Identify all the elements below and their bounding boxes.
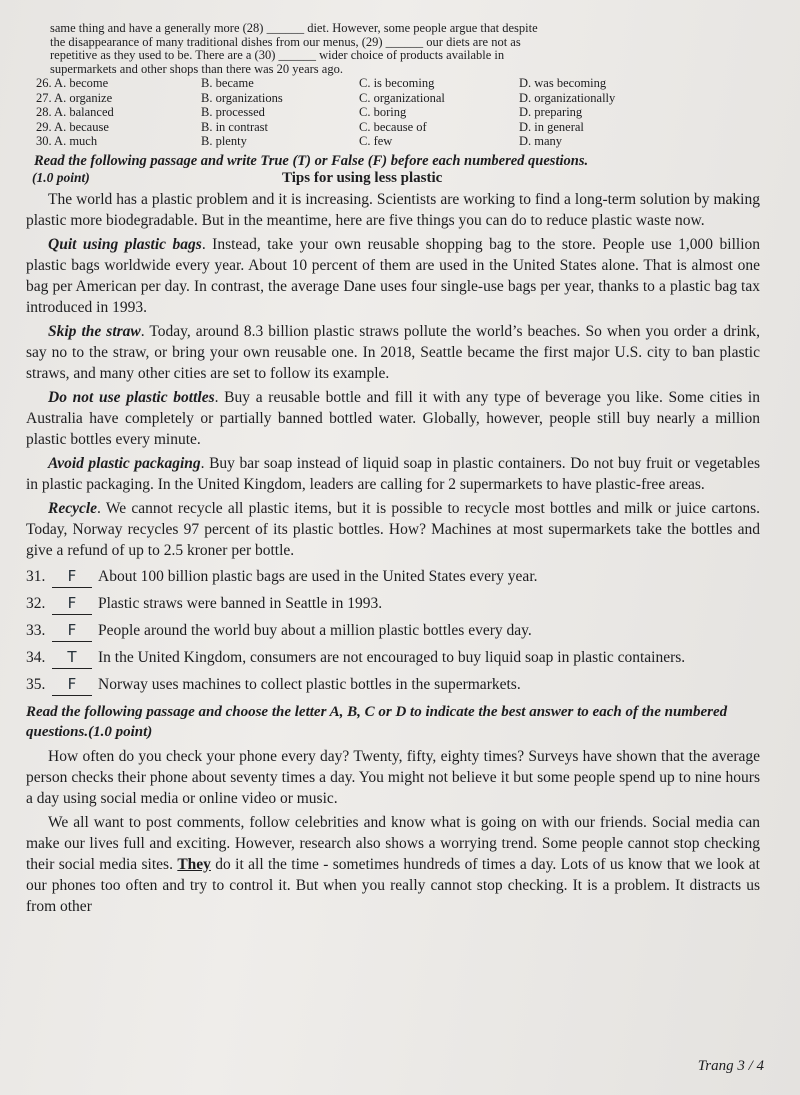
option: D. in general — [519, 119, 584, 134]
tip-text: . Buy a reusable bottle and fill it with any type of beverage you like. Some cities in Australia have completely or partially banned bottled water. Globally, however, people still buy nearly a million plastic bottles every minute. — [26, 388, 760, 448]
question-number: 32. — [26, 594, 46, 612]
passage-intro: The world has a plastic problem and it is increasing. Scientists are working to find a long-term solution by making plastic more biodegradable. But in the meantime, here are five things you can do to reduce plastic waste now. — [26, 190, 760, 229]
passage2-paragraph: How often do you check your phone every day? Twenty, fifty, eighty times? Surveys have shown that the average person checks their phone about seventy times a day. You might not believe it but some people spend up to nine hours a day using social media or online video or music. — [26, 747, 760, 807]
text-line: supermarkets and other shops than there was 20 years ago. — [50, 61, 343, 76]
option: D. organizationally — [519, 90, 616, 105]
tip-text: . Buy bar soap instead of liquid soap in plastic containers. Do not buy fruit or vegetables in plastic packaging. In the United Kingdom, leaders are calling for 2 supermarkets to have plastic-free areas. — [26, 454, 760, 493]
question-text: Norway uses machines to collect plastic bottles in the supermarkets. — [98, 675, 521, 693]
option: B. organizations — [201, 90, 283, 105]
question-number: 35. — [26, 675, 46, 693]
tip-text: . Today, around 8.3 billion plastic straws pollute the world’s beaches. So when you order a drink, say no to the straw, or bring your own reusable one. In 2018, Seattle became the first major U.S. city to ban plastic straws, and many other cities are set to follow its example. — [26, 322, 760, 382]
passage2-paragraph — [26, 812, 760, 917]
option: D. many — [519, 134, 563, 148]
option: B. in contrast — [201, 119, 269, 134]
multiple-choice-instruction: Read the following passage and choose the letter A, B, C or D to indicate the best answer to each of the numbered questions.(1.0 point) — [26, 703, 728, 740]
tip-paragraph — [26, 387, 760, 450]
answer-blank[interactable]: F — [52, 566, 92, 588]
tf-question — [26, 674, 760, 696]
page-number: Trang 3 / 4 — [697, 1058, 764, 1074]
question-text: People around the world buy about a million plastic bottles every day. — [98, 621, 532, 639]
answer-blank[interactable]: F — [52, 674, 92, 696]
option: C. boring — [359, 105, 407, 119]
option: C. few — [359, 134, 393, 148]
option: 28. A. balanced — [36, 105, 114, 119]
option: C. because of — [359, 119, 427, 134]
text-line: repetitive as they used to be. There are a (30) ______ wider choice of products available in — [50, 48, 505, 62]
option-row — [36, 105, 760, 120]
tf-question — [26, 593, 760, 615]
answer-blank[interactable]: F — [52, 620, 92, 642]
tf-question — [26, 647, 760, 669]
answer-options — [26, 76, 760, 149]
question-number: 31. — [26, 567, 46, 585]
option: 29. A. because — [36, 119, 109, 134]
question-text: About 100 billion plastic bags are used in the United States every year. — [98, 567, 538, 585]
option: B. became — [201, 76, 254, 90]
question-number: 34. — [26, 648, 46, 666]
option: 27. A. organize — [36, 90, 113, 105]
tip-paragraph — [26, 498, 760, 561]
question-text: In the United Kingdom, consumers are not encouraged to buy liquid soap in plastic containers. — [98, 648, 686, 666]
option-row — [36, 120, 760, 135]
passage-header — [32, 170, 760, 187]
cloze-passage-end — [26, 22, 760, 76]
option: B. processed — [201, 105, 265, 119]
option: D. preparing — [519, 105, 583, 119]
tip-lead: Skip the straw — [48, 322, 141, 340]
option: 26. A. become — [36, 76, 109, 90]
passage-title: Tips for using less plastic — [282, 169, 443, 186]
question-text: Plastic straws were banned in Seattle in 1993. — [98, 594, 383, 612]
tip-lead: Do not use plastic bottles — [48, 388, 215, 406]
question-number: 33. — [26, 621, 46, 639]
tip-text: . We cannot recycle all plastic items, but it is possible to recycle most bottles and milk or juice cartons. Today, Norway recycles 97 percent of its plastic bottles. How? Machines at most supermarkets take the bottles and give a refund of up to 2.5 kroner per bottle. — [26, 499, 760, 559]
text-line: the disappearance of many traditional dishes from our menus, (29) ______ our diets are not as — [50, 34, 521, 49]
underlined-word: They — [177, 855, 211, 873]
option: C. is becoming — [359, 76, 435, 90]
tf-question — [26, 566, 760, 588]
option-row — [36, 76, 760, 91]
tip-lead: Avoid plastic packaging — [48, 454, 201, 472]
tip-paragraph — [26, 321, 760, 384]
option: D. was becoming — [519, 76, 607, 90]
option: B. plenty — [201, 134, 247, 148]
true-false-instruction: Read the following passage and write True (T) or False (F) before each numbered questions. — [34, 152, 589, 169]
passage2-text: We all want to post comments, follow celebrities and know what is going on with our friends. Social media can make our lives full and exciting. However, research also shows a worrying trend. Some people cannot stop checking their social media sites. — [26, 813, 760, 873]
option-row — [36, 91, 760, 106]
text-line: same thing and have a generally more (28) ______ diet. However, some people argue that despite — [50, 21, 538, 35]
option-row — [36, 134, 760, 149]
option: C. organizational — [359, 90, 445, 105]
tip-lead: Recycle — [48, 499, 98, 517]
tf-question — [26, 620, 760, 642]
tip-text: . Instead, take your own reusable shopping bag to the store. People use 1,000 billion plastic bags worldwide every year. About 10 percent of them are used in the United States alone. That is almost one bag per American per day. In contrast, the average Dane uses four single-use bags per year, thanks to a plastic bag tax introduced in 1993. — [26, 235, 760, 316]
option: 30. A. much — [36, 134, 98, 148]
answer-blank[interactable]: F — [52, 593, 92, 615]
tip-paragraph — [26, 234, 760, 318]
tip-lead: Quit using plastic bags — [48, 235, 202, 253]
passage2-text: do it all the time - sometimes hundreds of times a day. Lots of us know that we look at our phones too often and try to control it. But when you really cannot stop checking. It is a problem. It distracts us from other — [26, 855, 760, 915]
tip-paragraph — [26, 453, 760, 495]
answer-blank[interactable]: T — [52, 647, 92, 669]
point-value: (1.0 point) — [32, 169, 90, 185]
